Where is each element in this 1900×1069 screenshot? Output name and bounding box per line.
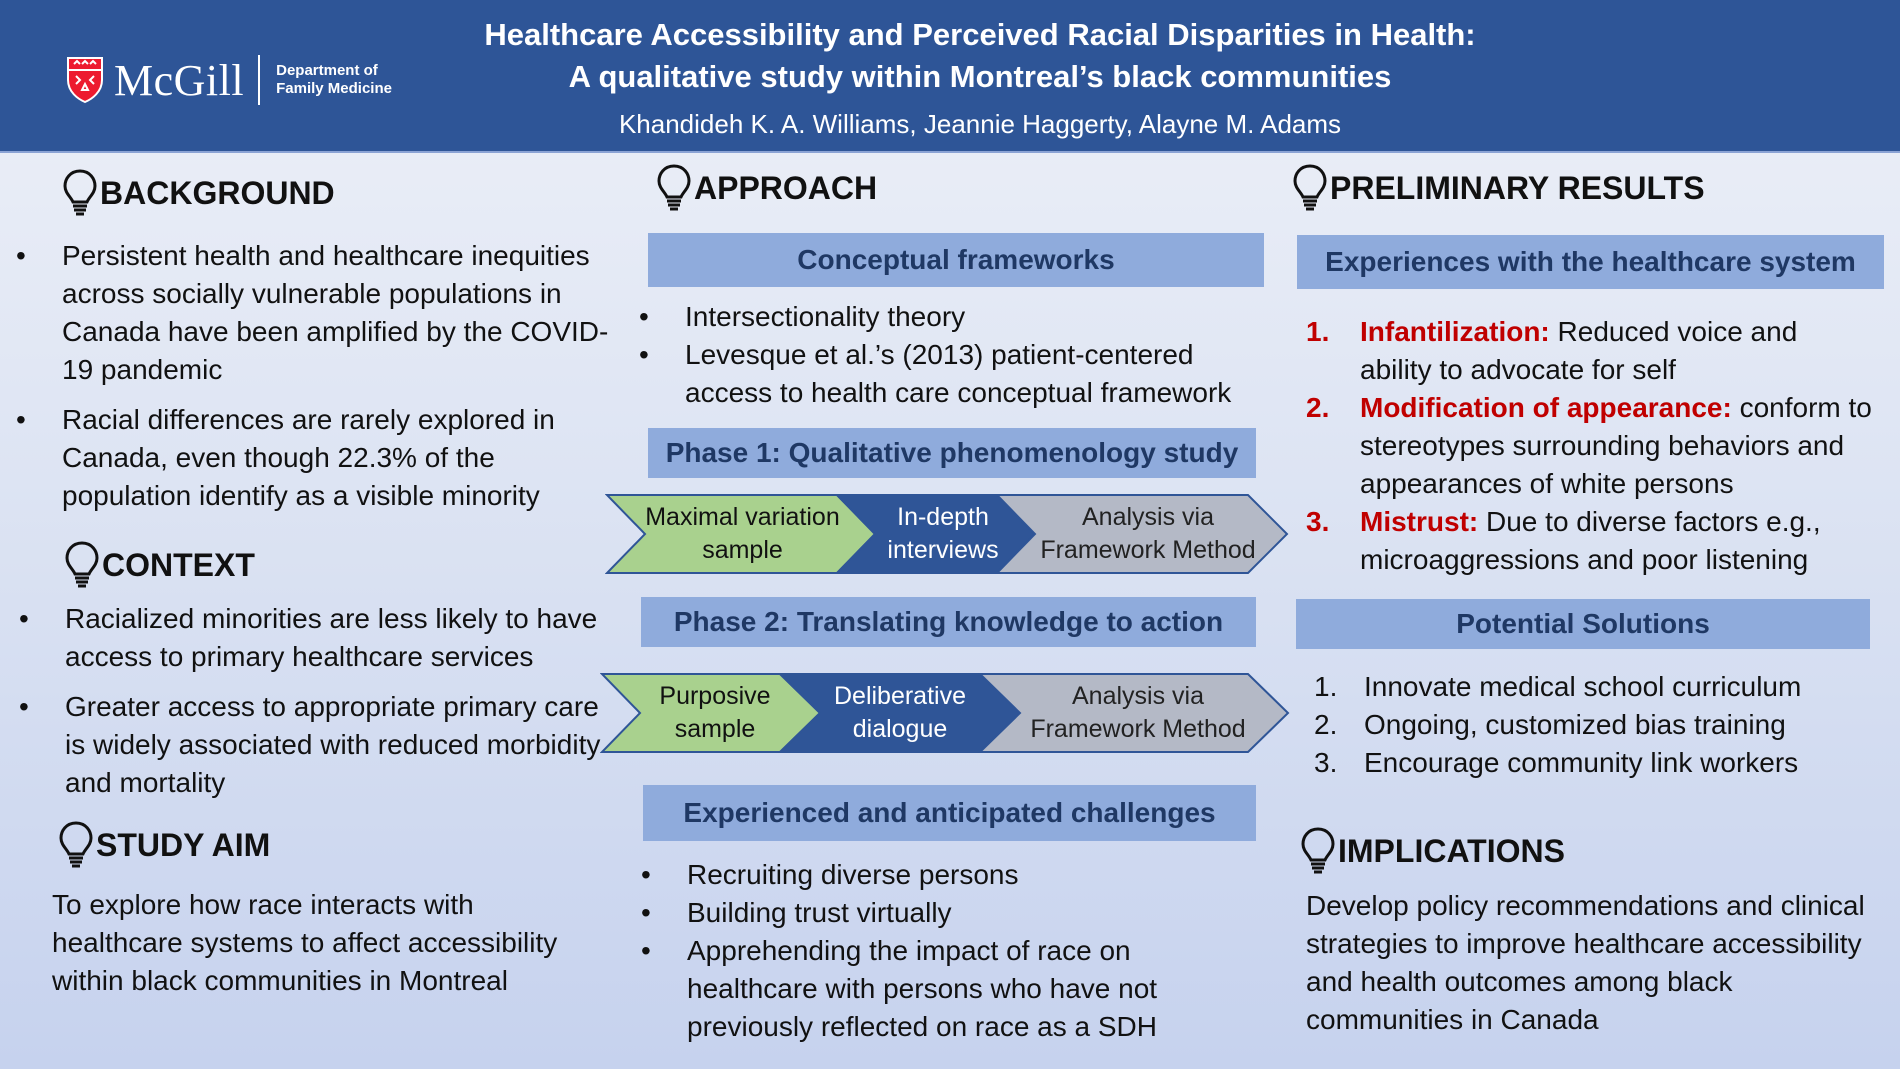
study-aim-text: To explore how race interacts with healthcare systems to affect accessibility within black communities in Montreal (52, 889, 558, 996)
lightbulb-icon (62, 168, 98, 218)
context-heading: CONTEXT (64, 540, 255, 590)
potential-solutions-bar: Potential Solutions (1296, 599, 1870, 649)
implications-text: Develop policy recommendations and clinical strategies to improve healthcare accessibility and health outcomes among black communities in Canada (1306, 890, 1865, 1035)
preliminary-results-heading: PRELIMINARY RESULTS (1292, 163, 1705, 213)
list-item: • Greater access to appropriate primary care is widely associated with reduced morbidity and mortality (7, 688, 622, 802)
list-item: • Levesque et al.’s (2013) patient-centered access to health care conceptual framework (627, 336, 1267, 412)
phase-1-step-3: Analysis via Framework Method (1040, 503, 1256, 564)
list-item: • Intersectionality theory (627, 298, 1267, 336)
solutions-list (1302, 668, 1862, 782)
department-name: Department of Family Medicine (276, 62, 392, 97)
logo-divider (258, 55, 260, 105)
result-item: 1. Infantilization: Reduced voice and ability to advocate for self (1306, 316, 1798, 385)
result-item: 3. Mistrust: Due to diverse factors e.g., microaggressions and poor listening (1306, 506, 1821, 575)
background-heading: BACKGROUND (62, 168, 335, 218)
frameworks-list (627, 298, 1267, 412)
phase-1-bar: Phase 1: Qualitative phenomenology study (648, 428, 1256, 478)
context-list (7, 600, 622, 814)
list-item: • Apprehending the impact of race on healthcare with persons who have not previously reflected on race as a SDH (629, 932, 1219, 1046)
phase-1-step-2: In-depth interviews (887, 503, 999, 564)
conceptual-frameworks-bar: Conceptual frameworks (648, 233, 1264, 287)
title-line-2: A qualitative study within Montreal’s black communities (568, 59, 1392, 94)
mcgill-logo (66, 50, 392, 110)
solution-item: 3. Encourage community link workers (1314, 747, 1799, 778)
phase-2-bar: Phase 2: Translating knowledge to action (641, 597, 1256, 647)
phase-2-step-1: Purposive sample (659, 682, 771, 743)
study-aim-heading: STUDY AIM (58, 820, 270, 870)
list-item: • Persistent health and healthcare inequities across socially vulnerable populations in Canada have been amplified by the COVID-19 pandemic (4, 237, 619, 389)
solution-item: 2. Ongoing, customized bias training (1314, 709, 1786, 740)
list-item: • Racial differences are rarely explored in Canada, even though 22.3% of the population identify as a visible minority (4, 401, 619, 515)
list-item: • Racialized minorities are less likely to have access to primary healthcare services (7, 600, 622, 676)
approach-heading: APPROACH (656, 163, 877, 213)
list-item: • Recruiting diverse persons (629, 856, 1219, 894)
list-item: • Building trust virtually (629, 894, 1219, 932)
authors: Khandideh K. A. Williams, Jeannie Haggerty, Alayne M. Adams (618, 109, 1342, 139)
lightbulb-icon (1300, 826, 1336, 876)
lightbulb-icon (1292, 163, 1328, 213)
lightbulb-icon (656, 163, 692, 213)
phase-2-step-3: Analysis via Framework Method (1030, 682, 1246, 743)
implications-heading: IMPLICATIONS (1300, 826, 1565, 876)
poster-header (0, 0, 1900, 153)
mcgill-shield-icon (66, 56, 104, 104)
phase-1-flow (605, 493, 1290, 575)
result-item: 2. Modification of appearance: conform to stereotypes surrounding behaviors and appearances of white persons (1306, 392, 1872, 499)
title-line-1: Healthcare Accessibility and Perceived Racial Disparities in Health: (484, 17, 1476, 52)
lightbulb-icon (64, 540, 100, 590)
background-list (4, 237, 619, 527)
challenges-list (629, 856, 1219, 1046)
phase-2-flow (600, 672, 1290, 754)
mcgill-wordmark: McGill (114, 55, 245, 105)
lightbulb-icon (58, 820, 94, 870)
solution-item: 1. Innovate medical school curriculum (1314, 671, 1802, 702)
poster-title (440, 14, 1520, 98)
experiences-bar: Experiences with the healthcare system (1297, 235, 1884, 289)
phase-1-step-1: Maximal variation sample (645, 503, 840, 564)
results-list (1298, 313, 1873, 579)
phase-2-step-2: Deliberative dialogue (833, 682, 966, 743)
challenges-bar: Experienced and anticipated challenges (643, 785, 1256, 841)
